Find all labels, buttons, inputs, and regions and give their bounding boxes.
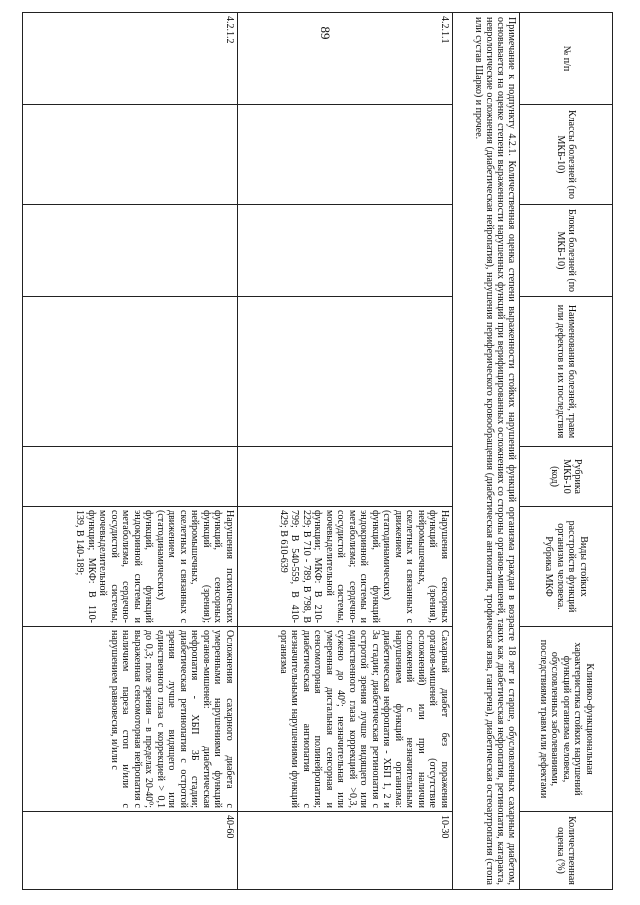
functions-cell: Нарушения психических функций, сенсорных функций (зрения); нейромышечных, скелетных и связанных с движением (статодинамических) функций, функций эндокринной системы и метаболизма, сердечно-сосудистой системы, мочевыделительной функции; МКФ: В 110-139, В 140-189; [23, 507, 238, 627]
empty-cell [23, 297, 238, 447]
empty-cell [238, 297, 453, 447]
score-cell: 40-60 [23, 812, 238, 890]
empty-cell [238, 205, 453, 297]
empty-cell [23, 447, 238, 507]
empty-cell [238, 105, 453, 205]
page-number: 89 [318, 26, 333, 40]
disability-table [22, 12, 613, 890]
header-cell: Клинико-функциональная характеристика стойких нарушений функций организма человека, обусловленных заболеваниями, последствиями травм или дефектами [520, 627, 613, 812]
table-row [238, 13, 453, 890]
row-number: 4.2.1.2 [23, 13, 238, 105]
header-cell: Классы болезней (по МКБ-10) [520, 105, 613, 205]
table-note: Примечание к подпункту 4.2.1. Количественная оценка степени выраженности стойких нарушений функций организма граждан в возрасте 18 лет и старше, обусловленных сахарным диабетом, основывается на оценке степени выраженности нарушенных функций при верифицированных осложнениях со стороны органов-мишеней, таких как диабетическая нефропатия, ретинопатия, катаракта, неврологические осложнения (диабетическая нейропатия), нарушения периферического кровообращения (диабетическая ангиопатия, трофическая язва, гангрена), диабетическая остеоартропатия (стопа или сустав Шарко) и прочее. [453, 13, 520, 890]
empty-cell [238, 447, 453, 507]
characteristic-cell: Сахарный диабет без поражения органов-мишеней (отсутствие осложнений) или при наличии осложнений с незначительным нарушением функций организма: диабетическая нефропатия - ХБП 1, 2 и 3а стадии; диабетическая ретинопатия с остротой зрения лучше видящего или единственного глаза коррекцией >0,3, сужено до 40⁰; незначительная или умеренная дистальная сенсорная и сенсомоторная полинейропатия; диабетическая ангиопатия с незначительными нарушениями функций организма [238, 627, 453, 812]
functions-cell: Нарушения сенсорных функций (зрения), нейромышечных, скелетных и связанных с движением (статодинамических) функций, функций эндокринной системы и метаболизма; сердечно-сосудистой системы, мочевыделительной функции; МКФ: В 210-229; В 710 - 789, В 798, В 799; В 540-559, В 410-429; В 610-639 [238, 507, 453, 627]
header-cell: Количественная оценка (%) [520, 812, 613, 890]
header-cell: № п/п [520, 13, 613, 105]
header-cell: Рубрика МКБ-10 (код) [520, 447, 613, 507]
header-cell: Блоки болезней (по МКБ-10) [520, 205, 613, 297]
empty-cell [23, 205, 238, 297]
table-row [23, 13, 238, 890]
empty-cell [23, 105, 238, 205]
characteristic-cell: Осложнения сахарного диабета с умеренными нарушениями функций органов-мишеней: диабетическая нефропатия - ХБП 3Б стадии; диабетическая ретинопатия с остротой зрения лучше видящего или единственного глаза с коррекцией > 0,1 до 0,3; поле зрения – в пределах 20-40⁰; выраженная сенсомоторная нейропатия с наличием пареза стоп и/или с нарушением равновесия, и/или с [23, 627, 238, 812]
header-cell: Виды стойких расстройств функций организма человека. Рубрика МКФ [520, 507, 613, 627]
rotated-table-container [74, 12, 613, 889]
row-number: 4.2.1.1 [238, 13, 453, 105]
header-cell: Наименования болезней, травм или дефектов и их последствия [520, 297, 613, 447]
score-cell: 10-30 [238, 812, 453, 890]
table-header-row [520, 13, 613, 890]
